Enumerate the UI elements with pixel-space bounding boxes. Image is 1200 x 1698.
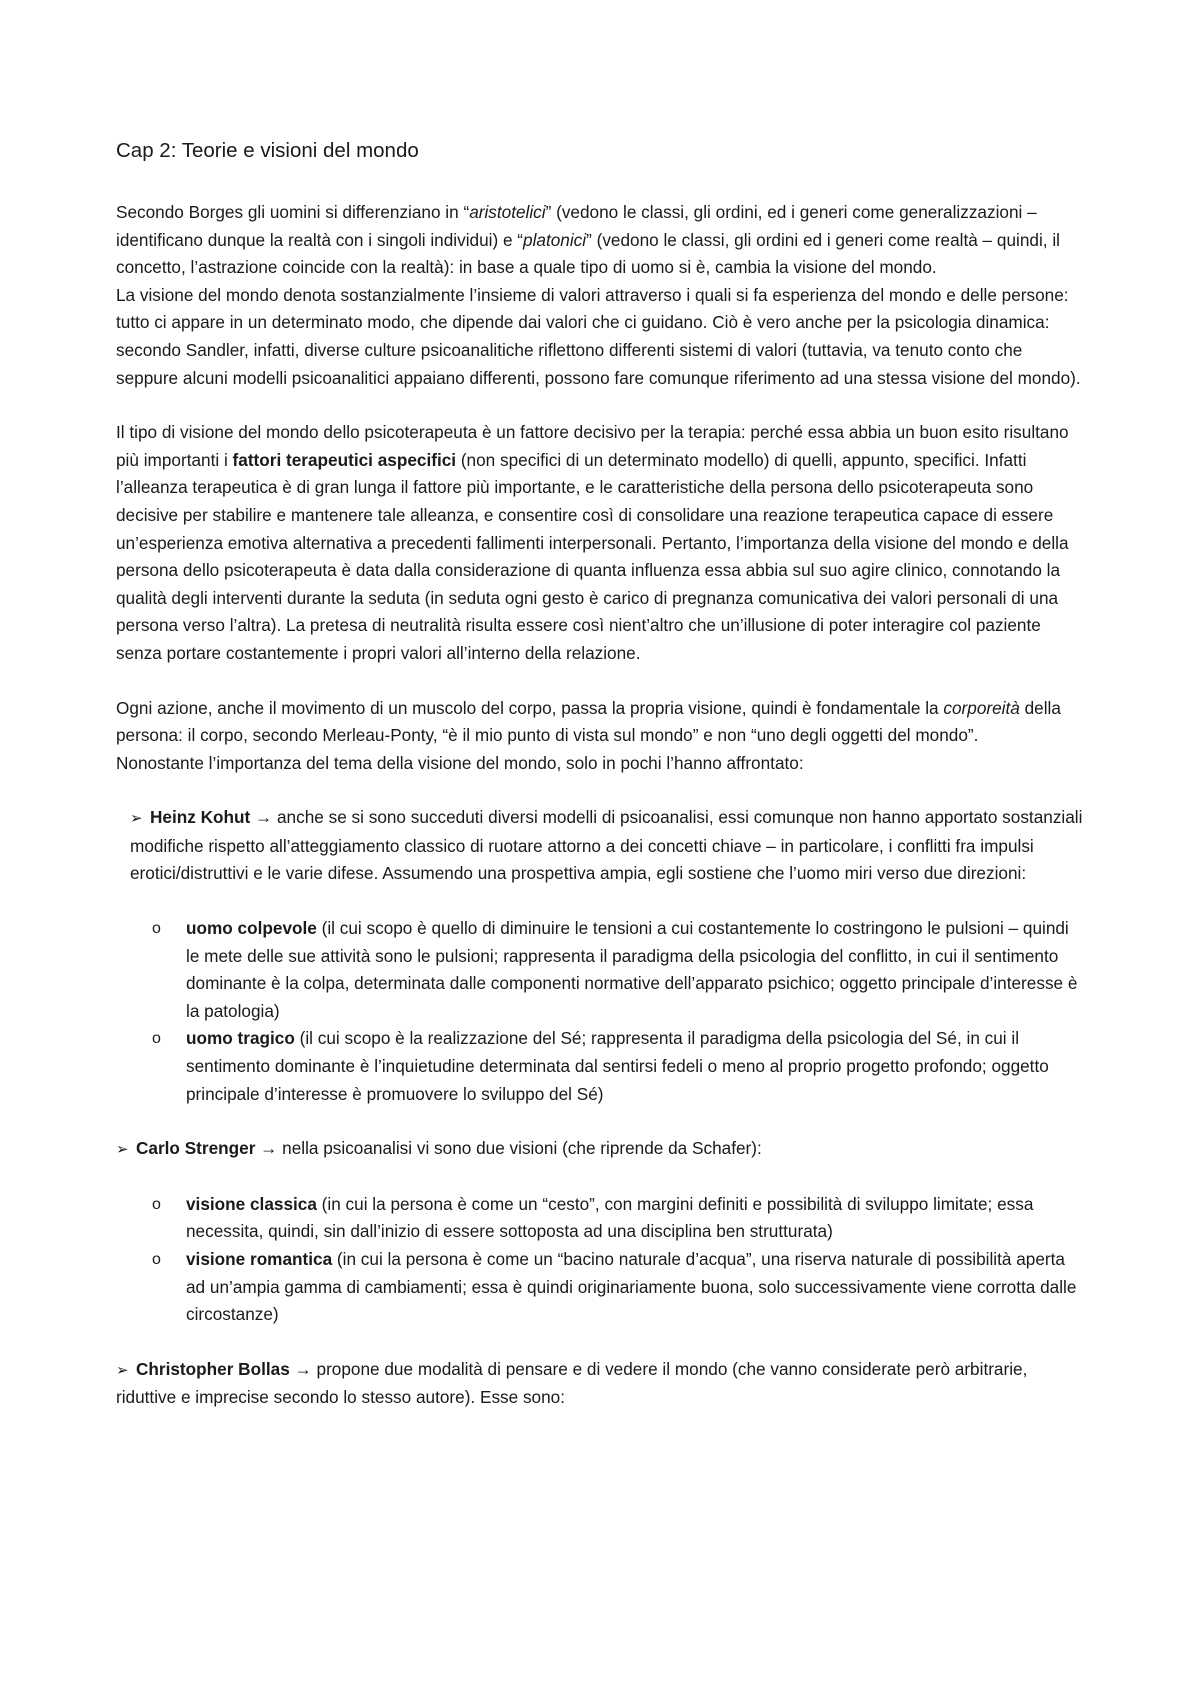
list-item-text: (il cui scopo è quello di diminuire le tensioni a cui costantemente lo costringono le pulsioni – quindi le mete delle sue attività sono le pulsioni; rappresenta il paradigma della psicologia del conflitto, in cui il sentimento dominante è la colpa, determinata dalle componenti normative dell’apparato psichico; oggetto principale d’interesse è la patologia)	[186, 918, 1078, 1021]
list-item-text: (il cui scopo è la realizzazione del Sé; rappresenta il paradigma della psicologia del Sé, in cui il sentimento dominante è l’inquietudine determinata dal sentirsi fedeli o meno al proprio progetto profondo; oggetto principale d’interesse è promuovere lo sviluppo del Sé)	[186, 1028, 1049, 1104]
list-item-term: uomo tragico	[186, 1028, 295, 1049]
arrow-icon: →	[255, 1138, 283, 1159]
paragraph-gap	[116, 668, 1086, 695]
paragraph-gap	[116, 1329, 1086, 1356]
section-strenger	[116, 1135, 1086, 1164]
section-text: anche se si sono succeduti diversi modelli di psicoanalisi, essi comunque non hanno apportato sostanziali modifiche rispetto all’atteggiamento classico di ruotare attorno a dei concetti chiave – in particolare, i conflitti fra impulsi erotici/distruttivi e le varie difese. Assumendo una prospettiva ampia, egli sostiene che l’uomo miri verso due direzioni:	[130, 807, 1083, 884]
arrow-bullet-icon: ➢	[130, 810, 143, 828]
paragraph-visione-del-mondo: La visione del mondo denota sostanzialmente l’insieme di valori attraverso i quali si fa esperienza del mondo e delle persone: tutto ci appare in un determinato modo, che dipende dai valori che ci guidano. Ciò è vero anche per la psicologia dinamica: secondo Sandler, infatti, diverse culture psicoanalitiche riflettono differenti sistemi di valori (tuttavia, va tenuto conto che seppure alcuni modelli psicoanalitici appaiano differenti, possono fare comunque riferimento ad una stessa visione del mondo).	[116, 284, 1081, 388]
section-text: propone due modalità di pensare e di vedere il mondo (che vanno considerate però arbitrarie, riduttive e imprecise secondo lo stesso autore). Esse sono:	[116, 1358, 1028, 1408]
section-text: nella psicoanalisi vi sono due visioni (che riprende da Schafer):	[282, 1138, 762, 1159]
document-page	[116, 138, 1086, 1412]
author-name-kohut: Heinz Kohut	[150, 807, 251, 828]
circle-bullet-icon: o	[152, 920, 161, 938]
text-span: Ogni azione, anche il movimento di un muscolo del corpo, passa la propria visione, quindi è fondamentale la	[116, 697, 944, 718]
paragraph-psicoterapeuta	[116, 419, 1086, 667]
paragraph-gap	[116, 1164, 1086, 1191]
italic-term-platonici: platonici	[523, 229, 587, 250]
text-span: ” (vedono le classi, gli ordini ed i generi come realtà – quindi, il concetto, l’astrazione coincide con la realtà): in base a quale tipo di uomo si è, cambia la visione del mondo.	[116, 229, 1060, 278]
author-name-strenger: Carlo Strenger	[136, 1138, 256, 1159]
strenger-sub-list	[116, 1191, 1086, 1329]
list-item	[116, 1246, 1086, 1329]
list-item-term: visione romantica	[186, 1249, 333, 1269]
circle-bullet-icon: o	[152, 1195, 161, 1213]
list-item-text: (in cui la persona è come un “bacino naturale d’acqua”, una riserva naturale di possibilità aperta ad un’ampia gamma di cambiamenti; essa è quindi originariamente buona, solo successivamente viene corrotta dalle circostanze)	[186, 1249, 1077, 1325]
paragraph-corporeita	[116, 695, 1086, 750]
chapter-title: Cap 2: Teorie e visioni del mondo	[116, 139, 419, 162]
list-item-term: uomo colpevole	[186, 918, 317, 939]
arrow-icon: →	[250, 807, 277, 828]
list-item	[116, 1025, 1086, 1108]
section-bollas	[116, 1356, 1086, 1412]
paragraph-borges	[116, 199, 1086, 282]
paragraph-gap	[116, 888, 1086, 915]
circle-bullet-icon: o	[152, 1030, 161, 1048]
paragraph-gap	[116, 777, 1086, 804]
text-span: (non specifici di un determinato modello) di quelli, appunto, specifici. Infatti l’alleanza terapeutica è di gran lunga il fattore più importante, e le caratteristiche della persona dello psicoterapeuta sono decisive per stabilire e mantenere tale alleanza, e consentire così di consolidare una reazione terapeutica capace di essere un’esperienza emotiva alternativa a precedenti fallimenti interpersonali. Pertanto, l’importanza della visione del mondo e della persona dello psicoterapeuta è data dalla considerazione di quanta influenza essa abbia sul suo agire clinico, connotando la qualità degli interventi durante la seduta (in seduta ogni gesto è carico di pregnanza comunicativa dei valori personali di una persona verso l’altra). La pretesa di neutralità risulta essere così nient’altro che un’illusione di poter interagire col paziente senza portare costantemente i propri valori all’interno della relazione.	[116, 449, 1069, 663]
italic-term-corporeita: corporeità	[943, 697, 1020, 718]
kohut-sub-list	[116, 915, 1086, 1108]
paragraph-gap	[116, 392, 1086, 419]
paragraph-nonostante: Nonostante l’importanza del tema della visione del mondo, solo in pochi l’hanno affrontato:	[116, 752, 804, 773]
list-item-text: (in cui la persona è come un “cesto”, con margini definiti e possibilità di sviluppo limitate; essa necessita, quindi, sin dall’inizio di essere sottoposta ad una disciplina ben strutturata)	[186, 1193, 1034, 1242]
text-span: Il tipo di visione del mondo dello psicoterapeuta è un fattore decisivo per la terapia: perché essa abbia un buon esito risultano più importanti i	[116, 422, 1069, 470]
section-kohut	[116, 804, 1086, 888]
author-name-bollas: Christopher Bollas	[136, 1358, 290, 1379]
text-span: della persona: il corpo, secondo Merleau-Ponty, “è il mio punto di vista sul mondo” e non “uno degli oggetti del mondo”.	[116, 697, 1061, 746]
arrow-icon: →	[289, 1358, 317, 1379]
arrow-bullet-icon: ➢	[116, 1141, 129, 1159]
paragraph-gap	[116, 1108, 1086, 1135]
text-span: Secondo Borges gli uomini si differenziano in “	[116, 202, 470, 222]
arrow-bullet-icon: ➢	[116, 1361, 129, 1379]
text-span: ” (vedono le classi, gli ordini, ed i generi come generalizzazioni – identificano dunque la realtà con i singoli individui) e “	[116, 202, 1037, 250]
list-item	[116, 915, 1086, 1025]
circle-bullet-icon: o	[152, 1251, 161, 1268]
list-item	[116, 1191, 1086, 1246]
italic-term-aristotelici: aristotelici	[469, 202, 546, 222]
bold-term-fattori-aspecifici: fattori terapeutici aspecifici	[232, 449, 457, 470]
list-item-term: visione classica	[186, 1193, 317, 1214]
